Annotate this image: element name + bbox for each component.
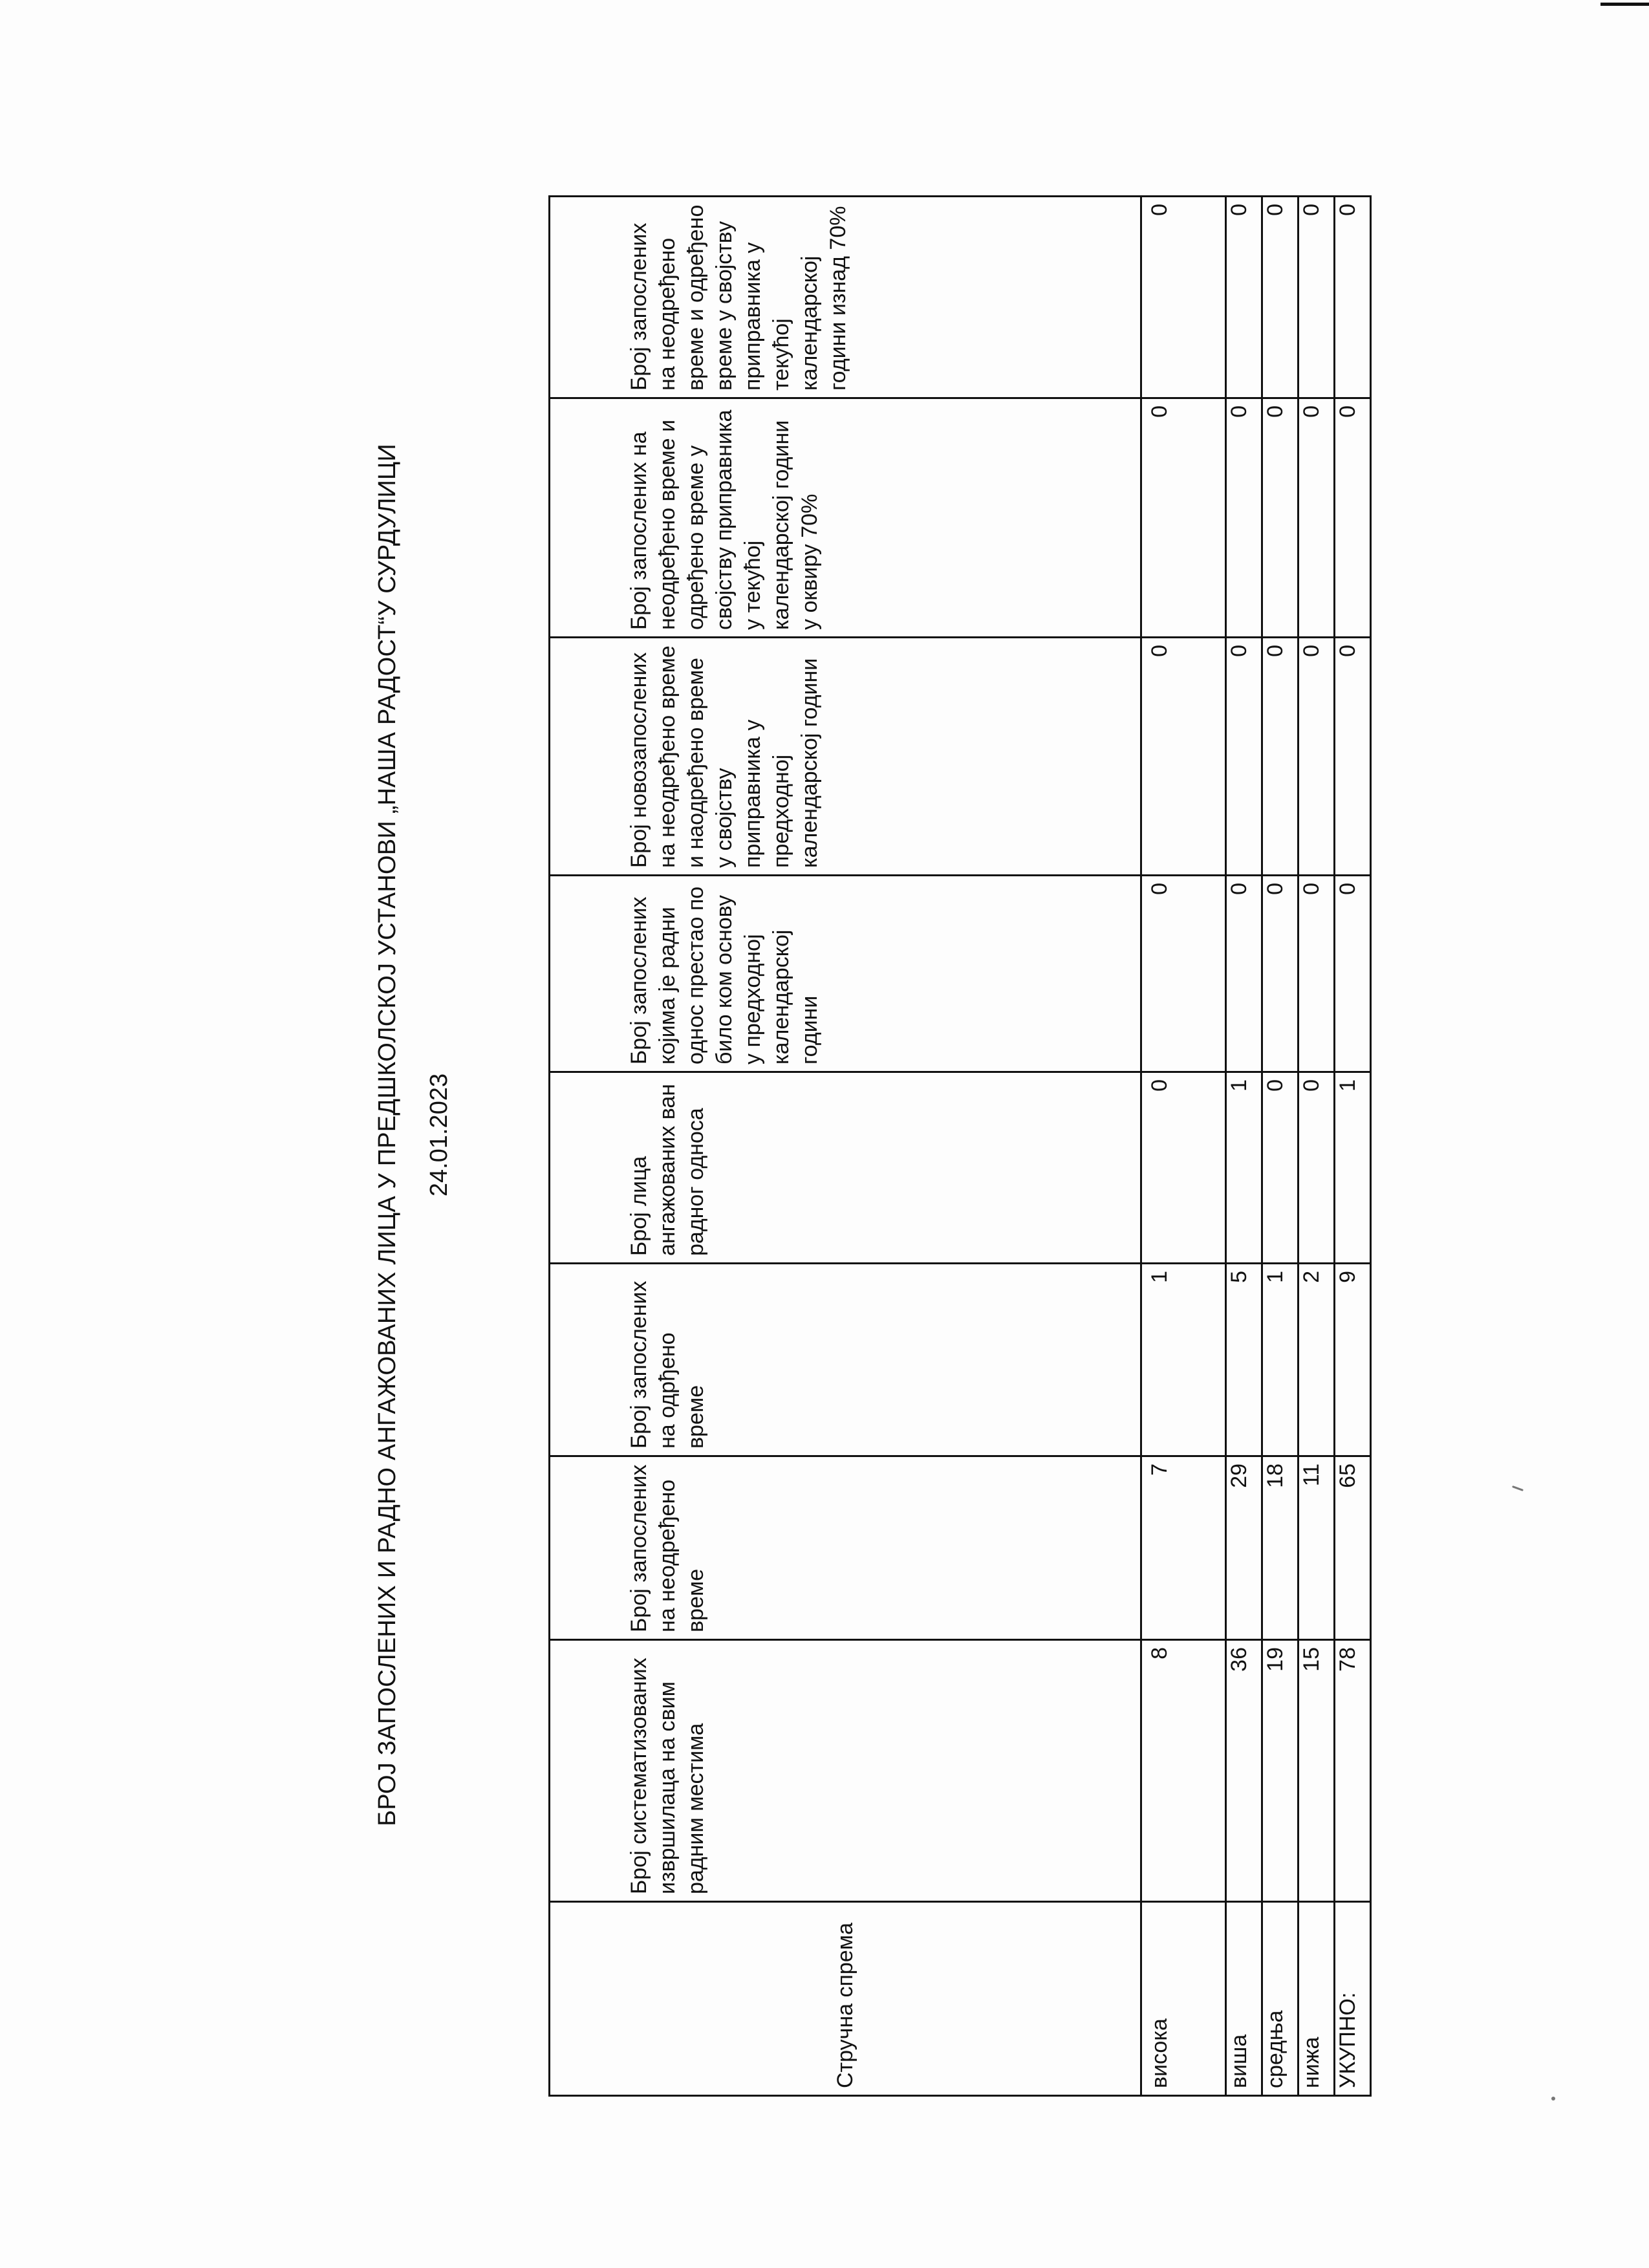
header-education-level: Стручна спрема [550, 1902, 1141, 2096]
cell-value: 0 [1299, 197, 1335, 398]
cell-value: 1 [1141, 1264, 1226, 1456]
header-trainees-current-year-within-70: Број запослених на неодређено време и одређено време у својству приправника у текућој календарској години у оквиру 70% [550, 398, 1141, 638]
header-row [550, 197, 1141, 2096]
header-engaged-outside-employment: Број лица ангажованих ван радног односа [550, 1072, 1141, 1264]
cell-value: 18 [1262, 1456, 1299, 1640]
cell-value: 0 [1226, 398, 1262, 638]
table-row-total [1335, 197, 1371, 2096]
cell-value: 0 [1141, 638, 1226, 876]
cell-value: 0 [1335, 398, 1371, 638]
document-date: 24.01.2023 [426, 1073, 453, 1197]
header-trainees-current-year-above-70: Број запослених на неодређено време и одређено време у својству приправника у текућој календарској години изнад 70% [550, 197, 1141, 398]
row-label: виша [1226, 1902, 1262, 2096]
cell-value: 0 [1262, 398, 1299, 638]
cell-value: 0 [1299, 876, 1335, 1072]
cell-value: 9 [1335, 1264, 1371, 1456]
table-row [1299, 197, 1335, 2096]
employees-table [548, 195, 1372, 2097]
cell-value: 19 [1262, 1640, 1299, 1902]
cell-value: 0 [1299, 398, 1335, 638]
cell-value: 0 [1335, 638, 1371, 876]
cell-value: 1 [1226, 1072, 1262, 1264]
header-permanent-employees: Број запослених на неодређено време [550, 1456, 1141, 1640]
cell-value: 11 [1299, 1456, 1335, 1640]
cell-value: 29 [1226, 1456, 1262, 1640]
table-row [1262, 197, 1299, 2096]
cell-value: 0 [1141, 1072, 1226, 1264]
cell-value: 0 [1141, 876, 1226, 1072]
header-terminated-previous-year: Број запослених којима је радни однос престао по било ком основу у предходној календарској години [550, 876, 1141, 1072]
cell-value: 0 [1262, 876, 1299, 1072]
header-fixed-term-employees: Број запослених на одрђено време [550, 1264, 1141, 1456]
cell-value: 0 [1262, 638, 1299, 876]
cell-value: 65 [1335, 1456, 1371, 1640]
cell-value: 0 [1141, 197, 1226, 398]
row-label: висока [1141, 1902, 1226, 2096]
cell-value: 1 [1262, 1264, 1299, 1456]
cell-value: 0 [1299, 638, 1335, 876]
cell-value: 0 [1226, 197, 1262, 398]
cell-value: 8 [1141, 1640, 1226, 1902]
cell-value: 0 [1226, 876, 1262, 1072]
document-title: БРОЈ ЗАПОСЛЕНИХ И РАДНО АНГАЖОВАНИХ ЛИЦА У ПРЕДШКОЛСКОЈ УСТАНОВИ „НАША РАДОСТ“У СУРДУЛИЦИ [374, 444, 401, 1826]
cell-value: 78 [1335, 1640, 1371, 1902]
cell-value: 0 [1226, 638, 1262, 876]
row-label: нижа [1299, 1902, 1335, 2096]
cell-value: 0 [1299, 1072, 1335, 1264]
cell-value: 7 [1141, 1456, 1226, 1640]
cell-value: 2 [1299, 1264, 1335, 1456]
table-row [1226, 197, 1262, 2096]
cell-value: 1 [1335, 1072, 1371, 1264]
cell-value: 0 [1262, 197, 1299, 398]
cell-value: 0 [1335, 876, 1371, 1072]
cell-value: 5 [1226, 1264, 1262, 1456]
header-new-hires-previous-year: Број новозапослених на неодређено време и наодређено време у својству приправника у предходној календарској години [550, 638, 1141, 876]
cell-value: 15 [1299, 1640, 1335, 1902]
cell-value: 0 [1335, 197, 1371, 398]
header-systematized-positions: Број систематизованих извршилаца на свим радним местима [550, 1640, 1141, 1902]
table-row [1141, 197, 1226, 2096]
row-label: УКУПНО: [1335, 1902, 1371, 2096]
cell-value: 36 [1226, 1640, 1262, 1902]
row-label: средња [1262, 1902, 1299, 2096]
cell-value: 0 [1262, 1072, 1299, 1264]
cell-value: 0 [1141, 398, 1226, 638]
